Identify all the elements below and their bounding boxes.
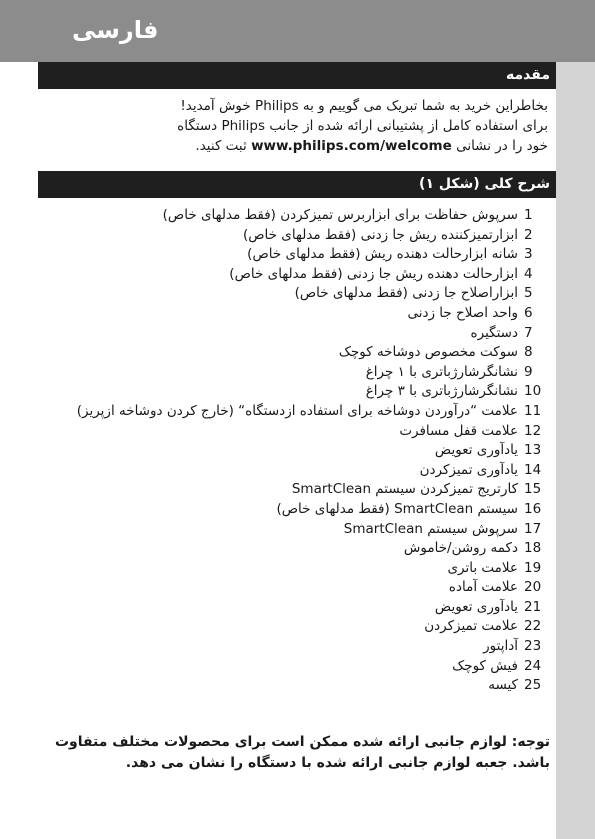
list-item (38, 617, 556, 637)
list-item-number: 25 (524, 677, 542, 694)
list-item-number: 23 (524, 638, 542, 655)
list-item-number: 12 (524, 422, 542, 439)
list-item-text: کیسه (488, 677, 518, 694)
list-item (38, 422, 556, 442)
list-item (38, 578, 556, 598)
list-item-text: ابزاراصلاح جا زدنی (فقط مدلهای خاص) (294, 285, 518, 302)
list-item (38, 382, 556, 402)
list-item-text: سیستم SmartClean (فقط مدلهای خاص) (276, 500, 518, 517)
language-title: فارسی (72, 16, 159, 44)
list-item-number: 5 (524, 285, 533, 302)
introduction-heading: مقدمه (38, 62, 556, 89)
list-item (38, 480, 556, 500)
list-item-text: فیش کوچک (452, 657, 518, 674)
list-item-text: علامت تمیزکردن (424, 618, 518, 635)
list-item-number: 8 (524, 344, 533, 361)
list-item-text: ابزارحالت دهنده ریش جا زدنی (فقط مدلهای خاص) (229, 265, 518, 282)
header-band (0, 0, 595, 62)
list-item-text: نشانگرشارژباتری با ۳ چراغ (365, 383, 518, 400)
intro-line-3-before: خود را در نشانی (456, 138, 548, 154)
list-item-number: 7 (524, 324, 533, 341)
list-item-text: کارتریج تمیزکردن سیستم SmartClean (291, 481, 518, 498)
list-item-text: علامت باتری (447, 559, 518, 576)
list-item-text: ابزارتمیزکننده ریش جا زدنی (فقط مدلهای خاص) (242, 226, 518, 243)
list-item-number: 15 (524, 481, 542, 498)
list-item (38, 559, 556, 579)
overview-list (38, 206, 556, 696)
list-item-number: 24 (524, 657, 542, 674)
list-item (38, 539, 556, 559)
list-item (38, 657, 556, 677)
list-item-number: 18 (524, 540, 542, 557)
list-item (38, 226, 556, 246)
list-item (38, 324, 556, 344)
list-item-text: سرپوش سیستم SmartClean (343, 520, 518, 537)
list-item-number: 20 (524, 579, 542, 596)
list-item (38, 304, 556, 324)
list-item-text: شانه ابزارحالت دهنده ریش (فقط مدلهای خاص) (247, 246, 518, 263)
welcome-url-link[interactable]: www.philips.com/welcome (251, 138, 452, 154)
list-item-text: دکمه روشن/خاموش (403, 540, 518, 557)
list-item-number: 10 (524, 383, 542, 400)
list-item (38, 461, 556, 481)
list-item-text: سوکت مخصوص دوشاخه کوچک (338, 344, 518, 361)
list-item-number: 22 (524, 618, 542, 635)
list-item (38, 441, 556, 461)
list-item-text: علامت آماده (448, 579, 518, 596)
list-item-text: نشانگرشارژباتری با ۱ چراغ (365, 363, 518, 380)
list-item (38, 676, 556, 696)
list-item-text: علامت “درآوردن دوشاخه برای استفاده ازدستگاه“ (خارج کردن دوشاخه ازپریز) (76, 402, 518, 419)
list-item-number: 2 (524, 226, 533, 243)
list-item (38, 363, 556, 383)
list-item-text: یادآوری تمیزکردن (419, 461, 518, 478)
list-item-number: 11 (524, 402, 542, 419)
list-item-text: علامت قفل مسافرت (399, 422, 518, 439)
list-item-number: 1 (524, 207, 533, 223)
list-item (38, 500, 556, 520)
list-item-number: 16 (524, 500, 542, 517)
intro-line-3-after: ثبت کنید. (195, 138, 247, 154)
introduction-text (46, 96, 548, 156)
list-item-number: 21 (524, 598, 542, 615)
list-item (38, 343, 556, 363)
list-item-text: یادآوری تعویض (434, 442, 518, 459)
list-item-number: 6 (524, 304, 533, 321)
list-item-number: 3 (524, 246, 533, 263)
list-item-text: آداپتور (483, 638, 518, 655)
page-content (38, 62, 556, 839)
intro-line-1: بخاطراین خرید به شما تبریک می گوییم و به Philips خوش آمدید! (180, 98, 548, 114)
list-item-text: سرپوش حفاظت برای ابزاربرس تمیزکردن (فقط مدلهای خاص) (162, 207, 518, 223)
list-item (38, 598, 556, 618)
list-item-number: 17 (524, 520, 542, 537)
list-item-text: یادآوری تعویض (434, 598, 518, 615)
intro-line-3 (46, 136, 548, 156)
list-item (38, 402, 556, 422)
overview-heading: شرح کلی (شکل ۱) (38, 171, 556, 198)
list-item-number: 4 (524, 265, 533, 282)
list-item (38, 265, 556, 285)
list-item-number: 19 (524, 559, 542, 576)
list-item (38, 637, 556, 657)
list-item (38, 284, 556, 304)
list-item-number: 9 (524, 363, 533, 380)
list-item-text: واحد اصلاح جا زدنی (407, 304, 518, 321)
list-item (38, 206, 556, 226)
list-item-number: 13 (524, 442, 542, 459)
list-item (38, 245, 556, 265)
list-item (38, 520, 556, 540)
list-item-number: 14 (524, 461, 542, 478)
intro-line-2: برای استفاده کامل از پشتیبانی ارائه شده از جانب Philips دستگاه (177, 118, 548, 134)
accessories-note: توجه: لوازم جانبی ارائه شده ممکن است برای محصولات مختلف متفاوت باشد. جعبه لوازم جانبی ارائه شده با دستگاه را نشان می دهد. (54, 734, 550, 771)
list-item-text: دستگیره (470, 324, 518, 341)
